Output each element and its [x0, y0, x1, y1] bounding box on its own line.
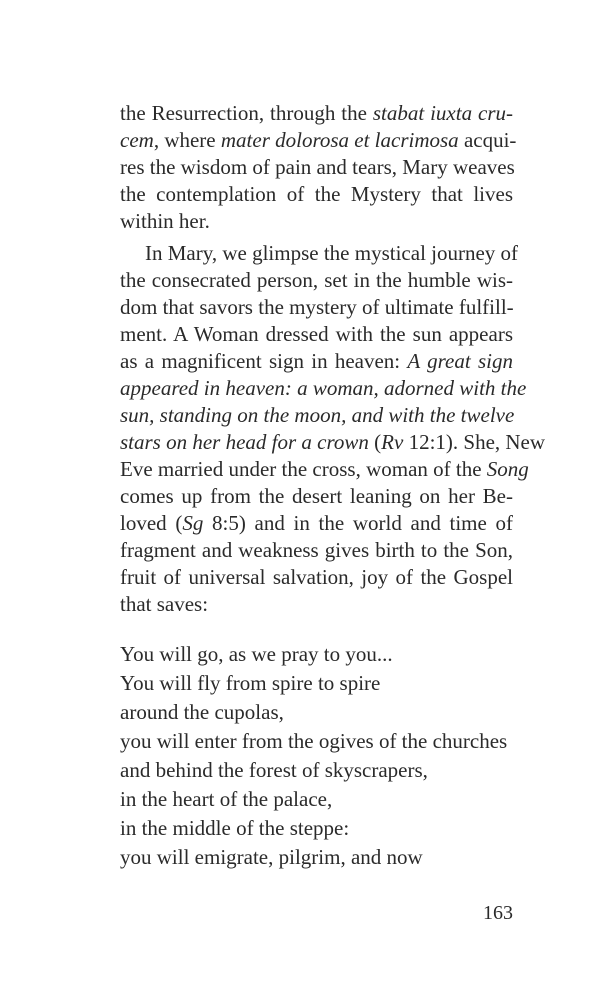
- text-line: within her.: [120, 209, 210, 233]
- page-number: 163: [483, 902, 513, 924]
- poem-line: You will fly from spire to spire: [120, 671, 381, 695]
- text-line: stars on her head for a crown (Rv 12:1). She, New: [120, 430, 546, 454]
- poem-line: you will enter from the ogives of the churches: [120, 729, 508, 753]
- text-line: dom that savors the mystery of ultimate fulfill-: [120, 295, 514, 319]
- text-line: the Resurrection, through the stabat iuxta cru-: [120, 101, 513, 125]
- text-line: ment. A Woman dressed with the sun appears: [120, 322, 513, 346]
- text-line: res the wisdom of pain and tears, Mary weaves: [120, 155, 515, 179]
- text-line: the consecrated person, set in the humble wis-: [120, 268, 513, 292]
- poem-line: You will go, as we pray to you...: [120, 642, 393, 666]
- poem-line: in the middle of the steppe:: [120, 816, 350, 840]
- text-line: fragment and weakness gives birth to the Son,: [120, 538, 513, 562]
- poem-line: you will emigrate, pilgrim, and now: [120, 845, 423, 869]
- text-line: comes up from the desert leaning on her Be-: [120, 484, 513, 508]
- poem-line: around the cupolas,: [120, 700, 284, 724]
- text-line: Eve married under the cross, woman of the Song: [120, 457, 529, 481]
- text-line: cem, where mater dolorosa et lacrimosa acqui-: [120, 128, 517, 152]
- text-line: appeared in heaven: a woman, adorned with the: [120, 376, 527, 400]
- poem-line: in the heart of the palace,: [120, 787, 333, 811]
- text-line: loved (Sg 8:5) and in the world and time of: [120, 511, 513, 535]
- text-line: sun, standing on the moon, and with the twelve: [120, 403, 515, 427]
- text-line: fruit of universal salvation, joy of the Gospel: [120, 565, 513, 589]
- text-line: the contemplation of the Mystery that lives: [120, 182, 513, 206]
- text-line: that saves:: [120, 592, 209, 616]
- poem-line: and behind the forest of skyscrapers,: [120, 758, 428, 782]
- text-line: as a magnificent sign in heaven: A great sign: [120, 349, 513, 373]
- text-line: In Mary, we glimpse the mystical journey of: [145, 241, 519, 265]
